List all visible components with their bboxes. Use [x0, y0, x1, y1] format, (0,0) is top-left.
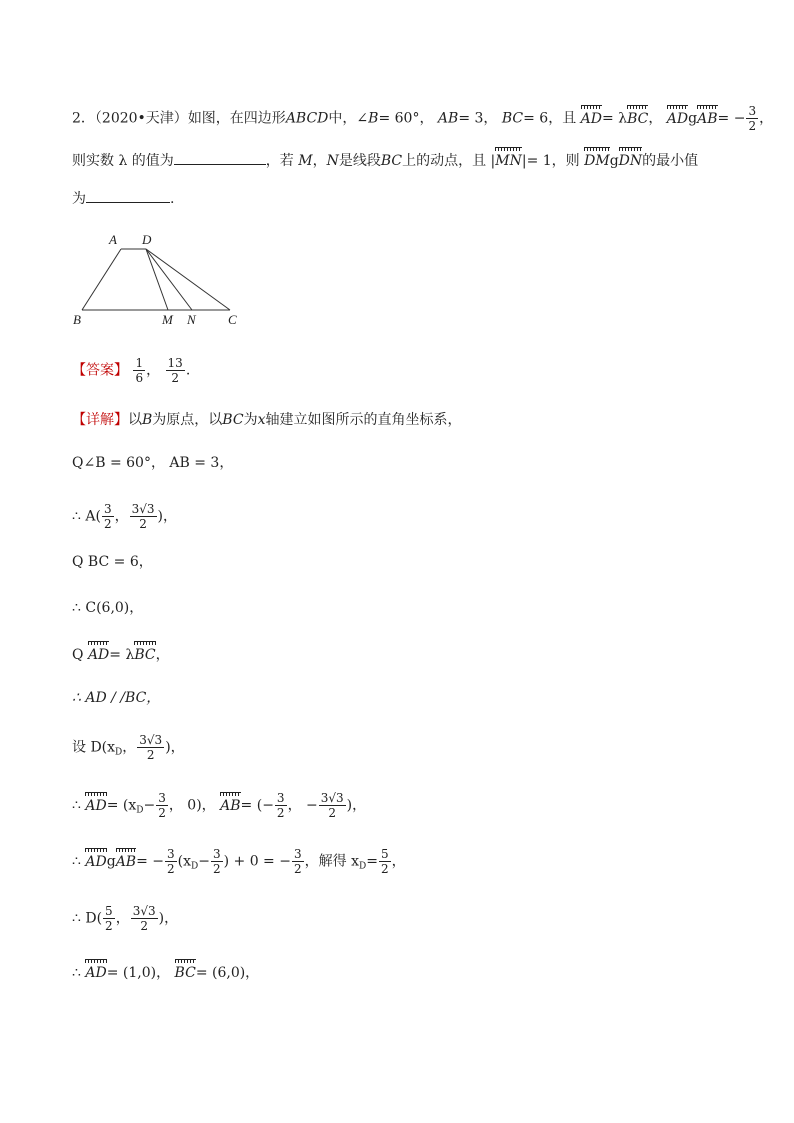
label-n: N [187, 312, 196, 327]
segment-dn [146, 249, 192, 310]
label-d: D [142, 232, 152, 247]
label-c: C [228, 312, 237, 327]
fraction: $\frac{3}{2}$ [748, 104, 757, 133]
trapezoid-figure [70, 228, 260, 333]
solution-step-10: ∴ D( $\frac{5}{2}$ ， $\frac{3√3}{2}$ )， [72, 904, 179, 933]
answer-line: 【答案】 $\frac{1}{6}$ ， $\frac{13}{2}$ . [72, 356, 191, 385]
solution-step-9: ∴ ADgAB= − $\frac{3}{2}$ ($x_D-$ $\frac{3}{2}$ ) + 0 = − $\frac{3}{2}$ ，解得 $x_D=$ $\frac{5}{2}$ ， [72, 847, 406, 876]
answer-blank-1[interactable] [174, 150, 266, 165]
answer-tag: 【答案】 [72, 362, 128, 379]
label-b: B [73, 312, 81, 327]
answer-value-1: $\frac{1}{6}$ [135, 356, 144, 385]
vector-ad: AD [666, 110, 689, 127]
solution-step-2: ∴ A( $\frac{3}{2}$ ， $\frac{3√3}{2}$ )， [72, 502, 177, 531]
vector-ad: AD [580, 110, 603, 127]
solution-step-7: 设 $D(x_D$， $\frac{3√3}{2}$ )， [72, 733, 185, 762]
solution-step-11: ∴ AD= (1,0)， BC= (6,0)， [72, 965, 260, 981]
vector-mn: MN [495, 153, 522, 169]
vector-bc: BC [627, 110, 649, 127]
solution-tag: 【详解】 [72, 412, 128, 428]
solution-step-4: ∴ C(6,0)， [72, 600, 144, 616]
solution-intro: 【详解】以B为原点，以BC为x轴建立如图所示的直角坐标系， [72, 412, 462, 428]
segment-ab [82, 249, 121, 310]
segment-dm [146, 249, 168, 310]
segment-dc [146, 249, 230, 310]
vector-dm: DM [584, 153, 610, 169]
problem-line-2: 则实数 λ 的值为 ，若 M，N是线段BC上的动点，且 |MN|= 1，则 DMgDN的最小值 [72, 150, 698, 171]
label-m: M [162, 312, 173, 327]
answer-value-2: $\frac{13}{2}$ [167, 356, 183, 385]
solution-step-5: Q AD= λBC， [72, 647, 170, 663]
solution-step-1: Q∠B = 60°， AB = 3， [72, 455, 234, 471]
problem-number: 2 [72, 110, 81, 127]
problem-source: （2020•天津） [94, 110, 188, 127]
solution-step-6: ∴ AD / /BC， [72, 690, 161, 706]
solution-step-8: ∴ $AD= (x_D-$ $\frac{3}{2}$ ， 0)， AB= (− $\frac{3}{2}$ ， − $\frac{3√3}{2}$ )， [72, 791, 367, 820]
vector-dn: DN [618, 153, 643, 169]
label-a: A [109, 232, 117, 247]
problem-line-1: 2．（2020•天津）如图，在四边形ABCD中，∠B= 60°， AB= 3， BC= 6，且 AD= λBC， ADgAB= − $\frac{3}{2}$ ， [72, 104, 774, 133]
problem-line-3: 为 . [72, 188, 174, 209]
answer-blank-2[interactable] [86, 188, 170, 203]
solution-step-3: Q BC = 6， [72, 554, 153, 570]
vector-ab: AB [697, 110, 718, 127]
